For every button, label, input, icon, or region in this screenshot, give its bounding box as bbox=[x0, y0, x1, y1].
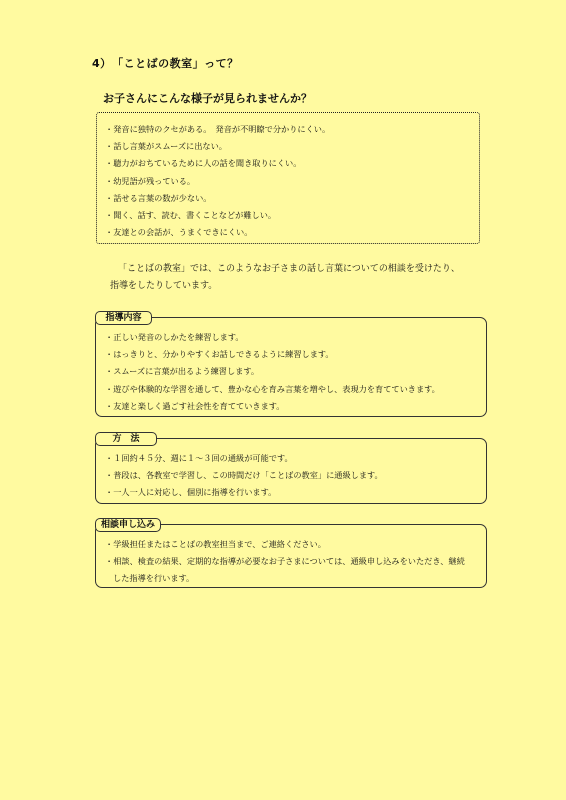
method-item: ・１回約４５分、週に１～３回の通級が可能です。 bbox=[105, 453, 293, 463]
symptom-item: ・話し言葉がスムーズに出ない。 bbox=[105, 141, 227, 152]
guidance-item: ・はっきりと、分かりやすくお話しできるように練習します。 bbox=[105, 349, 334, 360]
symptom-item: ・聞く、話す、読む、書くことなどが難しい。 bbox=[105, 210, 277, 221]
method-section bbox=[95, 438, 487, 504]
symptoms-box bbox=[96, 112, 480, 244]
symptom-item: ・友達との会話が、うまくできにくい。 bbox=[105, 227, 253, 238]
guidance-item: ・スムーズに言葉が出るよう練習します。 bbox=[105, 366, 260, 377]
question-heading: お子さんにこんな様子が見られませんか？ bbox=[103, 92, 312, 105]
intro-line: 「ことばの教室」では、このようなお子さまの話し言葉についての相談を受けたり、 bbox=[118, 264, 460, 274]
consult-item: ・相談、検査の結果、定期的な指導が必要なお子さまについては、通級申し込みをいただき、継続 bbox=[105, 556, 465, 567]
method-item: ・普段は、各教室で学習し、この時間だけ「ことばの教室」に通級します。 bbox=[105, 470, 383, 481]
intro-line: 指導をしたりしています。 bbox=[110, 281, 218, 291]
method-title: 方 法 bbox=[95, 432, 157, 446]
symptom-item: ・聴力がおちているために人の話を聞き取りにくい。 bbox=[105, 158, 302, 169]
section-heading: 4） 「ことばの教室」って？ bbox=[92, 57, 239, 70]
consult-section bbox=[95, 524, 487, 588]
guidance-item: ・正しい発音のしかたを練習します。 bbox=[105, 332, 244, 342]
method-item: ・一人一人に対応し、個別に指導を行います。 bbox=[105, 487, 277, 498]
symptom-item: ・話せる言葉の数が少ない。 bbox=[105, 192, 212, 203]
guidance-title: 指導内容 bbox=[95, 311, 152, 325]
consult-item: ・学級担任またはことばの教室担当まで、ご連絡ください。 bbox=[105, 539, 326, 549]
symptom-item: ・発音に独特のクセがある。 発音が不明瞭で分かりにくい。 bbox=[105, 124, 331, 134]
consult-title: 相談申し込み bbox=[95, 518, 161, 532]
guidance-item: ・友達と楽しく過ごす社会性を育てていきます。 bbox=[105, 400, 285, 411]
consult-item-continued: した指導を行います。 bbox=[113, 573, 195, 584]
symptom-item: ・幼児語が残っている。 bbox=[105, 175, 196, 186]
guidance-section bbox=[95, 317, 487, 417]
guidance-item: ・遊びや体験的な学習を通して、豊かな心を育み言葉を増やし、表現力を育てていきます。 bbox=[105, 383, 440, 394]
intro-paragraph bbox=[110, 261, 488, 295]
